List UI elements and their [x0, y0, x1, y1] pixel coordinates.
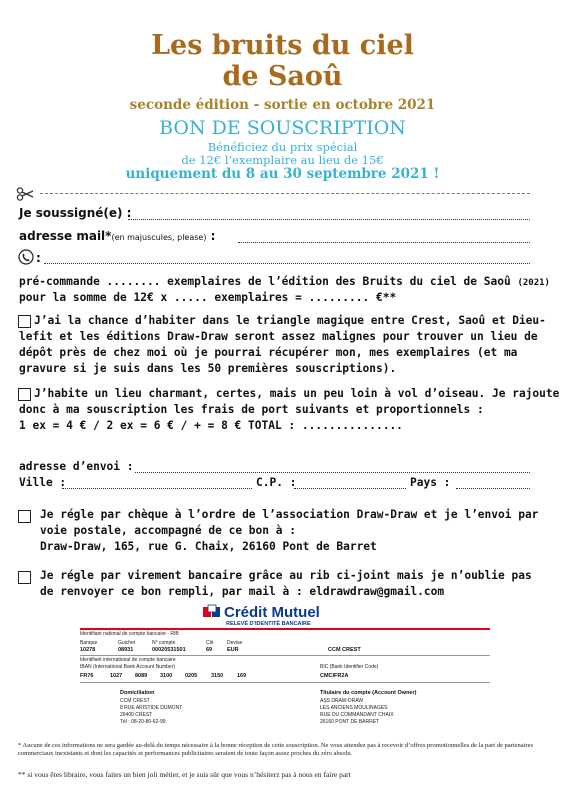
address-field[interactable] [135, 472, 530, 473]
rib-holder-1: ASS DRAW-DRAW [320, 698, 364, 704]
name-field[interactable] [128, 219, 530, 220]
rib-iban-part-2: 1027 [110, 673, 123, 679]
option-1-line-2: lefit et les éditions Draw-Draw seront assez malignes pour trouver un lieu de [19, 330, 538, 343]
email-hint: (en majuscules, please) [111, 233, 207, 242]
footnote-booksellers: ** si vous êtes libraire, vous faites un bien joli métier, et je suis sûr que vous n’hésiterz pas à nous en faire part [18, 770, 351, 779]
promo-line-1: Bénéficiez du prix spécial [207, 140, 358, 154]
address-label: adresse d’envoi : [19, 460, 134, 473]
postcode-label: C.P. : [256, 476, 297, 489]
form-title: BON DE SOUSCRIPTION [159, 117, 406, 139]
bank-name: Crédit Mutuel [224, 604, 320, 621]
rib-iban-part-5: 0205 [185, 673, 198, 679]
rib-branch-code: 08931 [118, 647, 134, 653]
payment-1-line-2: voie postale, accompagné de ce bon à : [40, 524, 296, 537]
rib-bic-value: CMCIFR2A [320, 673, 349, 679]
rib-domiciliation-label: Domiciliation [120, 690, 155, 696]
footnote-privacy: * Aucune de ces informations ne sera gardée au-delà du temps nécessaire à la bonne réception de cette souscription. Ne vous attendez pas à recevoir d’offres promotionnelles de la part de partenaires commerciaux inexistants et dont les capacités et performances publicitaires seraient de toute façon assez proches du zéro absolu. [18, 742, 533, 757]
name-label: Je soussigné(e) : [19, 206, 132, 220]
rib-holder-2: LES ANCIENS MOULINAGES [320, 705, 388, 711]
rib-domiciliation-4: Tél : 08-20-80-62-99 [120, 719, 166, 725]
rib-iban-label: IBAN (International Bank Account Number) [80, 664, 176, 670]
rib-domiciliation-2: 8 RUE ARISTIDE DUMONT [120, 705, 183, 711]
order-line-1: pré-commande ........ exemplaires de l’édition des Bruits du ciel de Saoû (2021) [19, 275, 550, 288]
rib-divider [80, 628, 490, 630]
rib-iban-part-3: 8089 [135, 673, 148, 679]
rib-account-number: 00020531501 [152, 647, 186, 653]
rib-col-header-bank: Banque [80, 640, 98, 646]
promo-line-2: de 12€ l’exemplaire au lieu de 15€ [181, 153, 384, 167]
country-field[interactable] [456, 488, 530, 489]
rib-bank-code: 10278 [80, 647, 96, 653]
order-line-2: pour la somme de 12€ x ..... exemplaires = ......... €** [19, 291, 397, 304]
payment-2-line-2: de renvoyer ce bon rempli, par mail à : eldrawdraw@gmail.com [40, 585, 445, 598]
rib-subtitle: RELEVÉ D’IDENTITÉ BANCAIRE [226, 621, 311, 627]
scissors-icon [16, 186, 34, 200]
rib-national-label: Identifiant national de compte bancaire - RIB [80, 631, 179, 637]
option-local-pickup-checkbox[interactable] [18, 315, 31, 328]
rib-iban-part-4: 3100 [160, 673, 173, 679]
rib-bic-label: BIC (Bank Identifier Code) [320, 664, 379, 670]
rib-intl-label: Identifiant international de compte bancaire [80, 657, 176, 663]
rib-key: 69 [206, 647, 213, 653]
bank-rib [80, 604, 490, 734]
title-line-2: de Saoû [222, 61, 343, 92]
postcode-field[interactable] [294, 488, 406, 489]
rib-col-header-account: N° compte [152, 640, 176, 646]
option-2-line-3: 1 ex = 4 € / 2 ex = 6 € / + = 8 € TOTAL : ............... [19, 419, 403, 432]
rib-iban-part-6: 3150 [211, 673, 224, 679]
option-1-line-4: gravure si je suis dans les 50 premières souscriptions). [19, 362, 397, 375]
city-field[interactable] [62, 488, 252, 489]
payment-2-line-1: Je régle par virement bancaire grâce au rib ci-joint mais je n’oublie pas [40, 569, 532, 582]
option-2-line-1: J’habite un lieu charmant, certes, mais un peu loin à vol d’oiseau. Je rajoute [34, 387, 560, 400]
pay-by-transfer-checkbox[interactable] [18, 571, 31, 584]
rib-currency: EUR [227, 647, 239, 653]
rib-col-header-key: Clé [206, 640, 214, 646]
pay-by-cheque-checkbox[interactable] [18, 510, 31, 523]
phone-icon [18, 249, 34, 265]
rib-holder-short: CCM CREST [328, 647, 361, 653]
phone-colon: : [36, 251, 41, 265]
option-1-line-3: dépôt près de chez moi où je pourrai récupérer mon, mes exemplaires (et ma [19, 346, 518, 359]
email-field[interactable] [238, 242, 530, 243]
rib-domiciliation-3: 26400 CREST [120, 712, 153, 718]
promo-dates: uniquement du 8 au 30 septembre 2021 ! [125, 166, 440, 182]
payment-1-line-1: Je régle par chèque à l’ordre de l’association Draw-Draw et je l’envoi par [40, 508, 539, 521]
option-2-line-2: donc à ma souscription les frais de port suivants et proportionnels : [19, 403, 484, 416]
option-1-line-1: J’ai la chance d’habiter dans le triangle magique entre Crest, Saoû et Dieu- [34, 314, 546, 327]
bank-logo-icon [202, 604, 222, 620]
cut-line [40, 193, 530, 194]
rib-holder-4: 26160 PONT DE BARRET [320, 719, 380, 725]
email-label: adresse mail*(en majuscules, please) : [19, 229, 216, 243]
rib-holder-3: RUE DU COMMANDANT CHAIX [320, 712, 394, 718]
option-shipping-checkbox[interactable] [18, 388, 31, 401]
phone-field[interactable] [44, 263, 530, 264]
payment-1-address: Draw-Draw, 165, rue G. Chaix, 26160 Pont de Barret [40, 540, 377, 553]
rib-domiciliation-1: CCM CREST [120, 698, 150, 704]
rib-holder-label: Titulaire du compte (Account Owner) [320, 690, 417, 696]
edition-subtitle: seconde édition - sortie en octobre 2021 [129, 97, 436, 113]
rib-iban-part-7: 169 [237, 673, 247, 679]
city-label: Ville : [19, 476, 67, 489]
country-label: Pays : [410, 476, 451, 489]
title-line-1: Les bruits du ciel [151, 30, 414, 61]
rib-iban-part-1: FR76 [80, 673, 94, 679]
rib-col-header-branch: Guichet [118, 640, 136, 646]
rib-col-header-currency: Devise [227, 640, 243, 646]
